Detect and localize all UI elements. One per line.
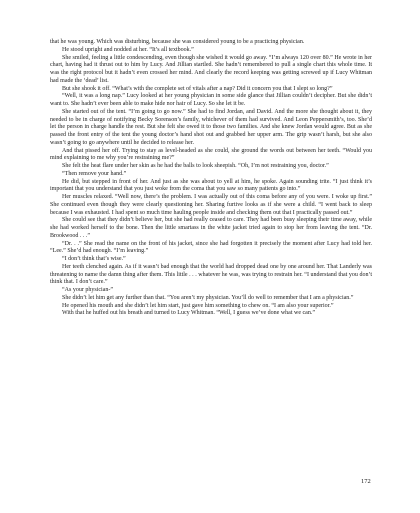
paragraph: She smiled, feeling a little condescending, even though she wished it would go away. “I’m always 120 over 80.” He wrote in her chart, having had it thrust out to him by Lucy. And Jillian startled. She hadn’t remembered to pull a single chart this whole time. It was the right protocol but it hadn’t even crossed her mind. And clearly the record keeping was getting screwed up if Lucy Whitman had made the ‘dead’ list.: [50, 54, 372, 84]
paragraph: Her muscles relaxed. “Well now, there’s the problem. I was actually out of this coma before any of you were. I woke up first.” She continued even though they were clearly questioning her. Sharing furtive looks as if she were a child. “I went back to sleep because I was exhausted. I had spent so much time hauling people inside and checking them out that I practically passed out.”: [50, 194, 372, 216]
paragraph: that he was young. Which was disturbing, because she was considered young to be a practicing physician.: [50, 39, 305, 45]
paragraph: He stood upright and nodded at her. “It’s all textbook.”: [62, 46, 194, 53]
paragraph: She started out of the tent. “I’m going to go now.” She had to find Jordan, and David. And the more she thought about it, they needed to be in charge of notifying Becky Sorenson’s family, whichever of them had survived. And Leon Peppersmith’s, too. She’d let the person in charge handle the rest. But she felt she owed it to those two families. And she knew Jordan would agree. But as she passed the front entry of the tent the young doctor’s hand shot out and grabbed her upper arm. The grip wasn’t harsh, but she also wasn’t going to go anywhere until he decided to release her.: [50, 108, 372, 146]
paragraph: “As your physician-”: [62, 287, 113, 293]
paragraph: Her teeth clenched again. As if it wasn’t bad enough that the world had dropped dead one by one around her. That Landerly was threatening to name the damn thing after them. This little . . . whatever he was, was trying to restrain her. “I understand that you don’t think that. I don’t care.”: [50, 263, 372, 286]
paragraph: He did, but stepped in front of her. And just as she was about to yell at him, he spoke. Again sounding trite. “I just think it’s important that you understand that you just woke from the coma that you saw so many patients go into.”: [50, 178, 372, 193]
paragraph: She could see that they didn’t believe her, but she had really ceased to care. They had been busy sleeping their time away, while she had worked herself to the bone. Then the little smartass in the white jacket tried again to stop her from leaving the tent. “Dr. Brookwood . . .”: [50, 217, 372, 239]
paragraph: She didn’t let him get any further than that. “You aren’t my physician. You’ll do well to remember that I am a physician.”: [62, 294, 354, 301]
paragraph: “Well, it was a long nap.” Lucy looked at her young physician in some side glance that Jillian couldn’t decipher. But she didn’t want to. She hadn’t ever been able to make hide nor hair of Lucy. So she let it be.: [50, 93, 372, 107]
paragraph: But she shook it off. “What’s with the complete set of vitals after a nap? Did it concern you that I slept so long?”: [62, 85, 333, 92]
body-text: [50, 39, 372, 318]
paragraph: “Then remove your hand.”: [62, 170, 127, 177]
paragraph: And that pissed her off. Trying to stay as level-headed as she could, she ground the words out between her teeth. “Would you mind explaining to me why you’re restraining me?”: [50, 147, 372, 162]
paragraph: He opened his mouth and she didn’t let him start, just gave him something to chew on. “I am also your superior.”: [62, 302, 334, 309]
paragraph: She felt the heat flare under her skin as he had the balls to look sheepish. “Oh, I’m not restraining you, doctor.”: [62, 163, 329, 169]
page-number: 172: [361, 478, 371, 485]
paragraph: “I don’t think that’s wise.”: [62, 256, 126, 262]
paragraph: “Dr. . .” She read the name on the front of his jacket, since she had forgotten it precisely the moment after Lucy had told her. “Lee.” She’d had enough. “I’m leaving.”: [50, 240, 372, 255]
paragraph: With that he huffed out his breath and turned to Lucy Whitman. “Well, I guess we’ve done what we can.”: [62, 310, 315, 317]
